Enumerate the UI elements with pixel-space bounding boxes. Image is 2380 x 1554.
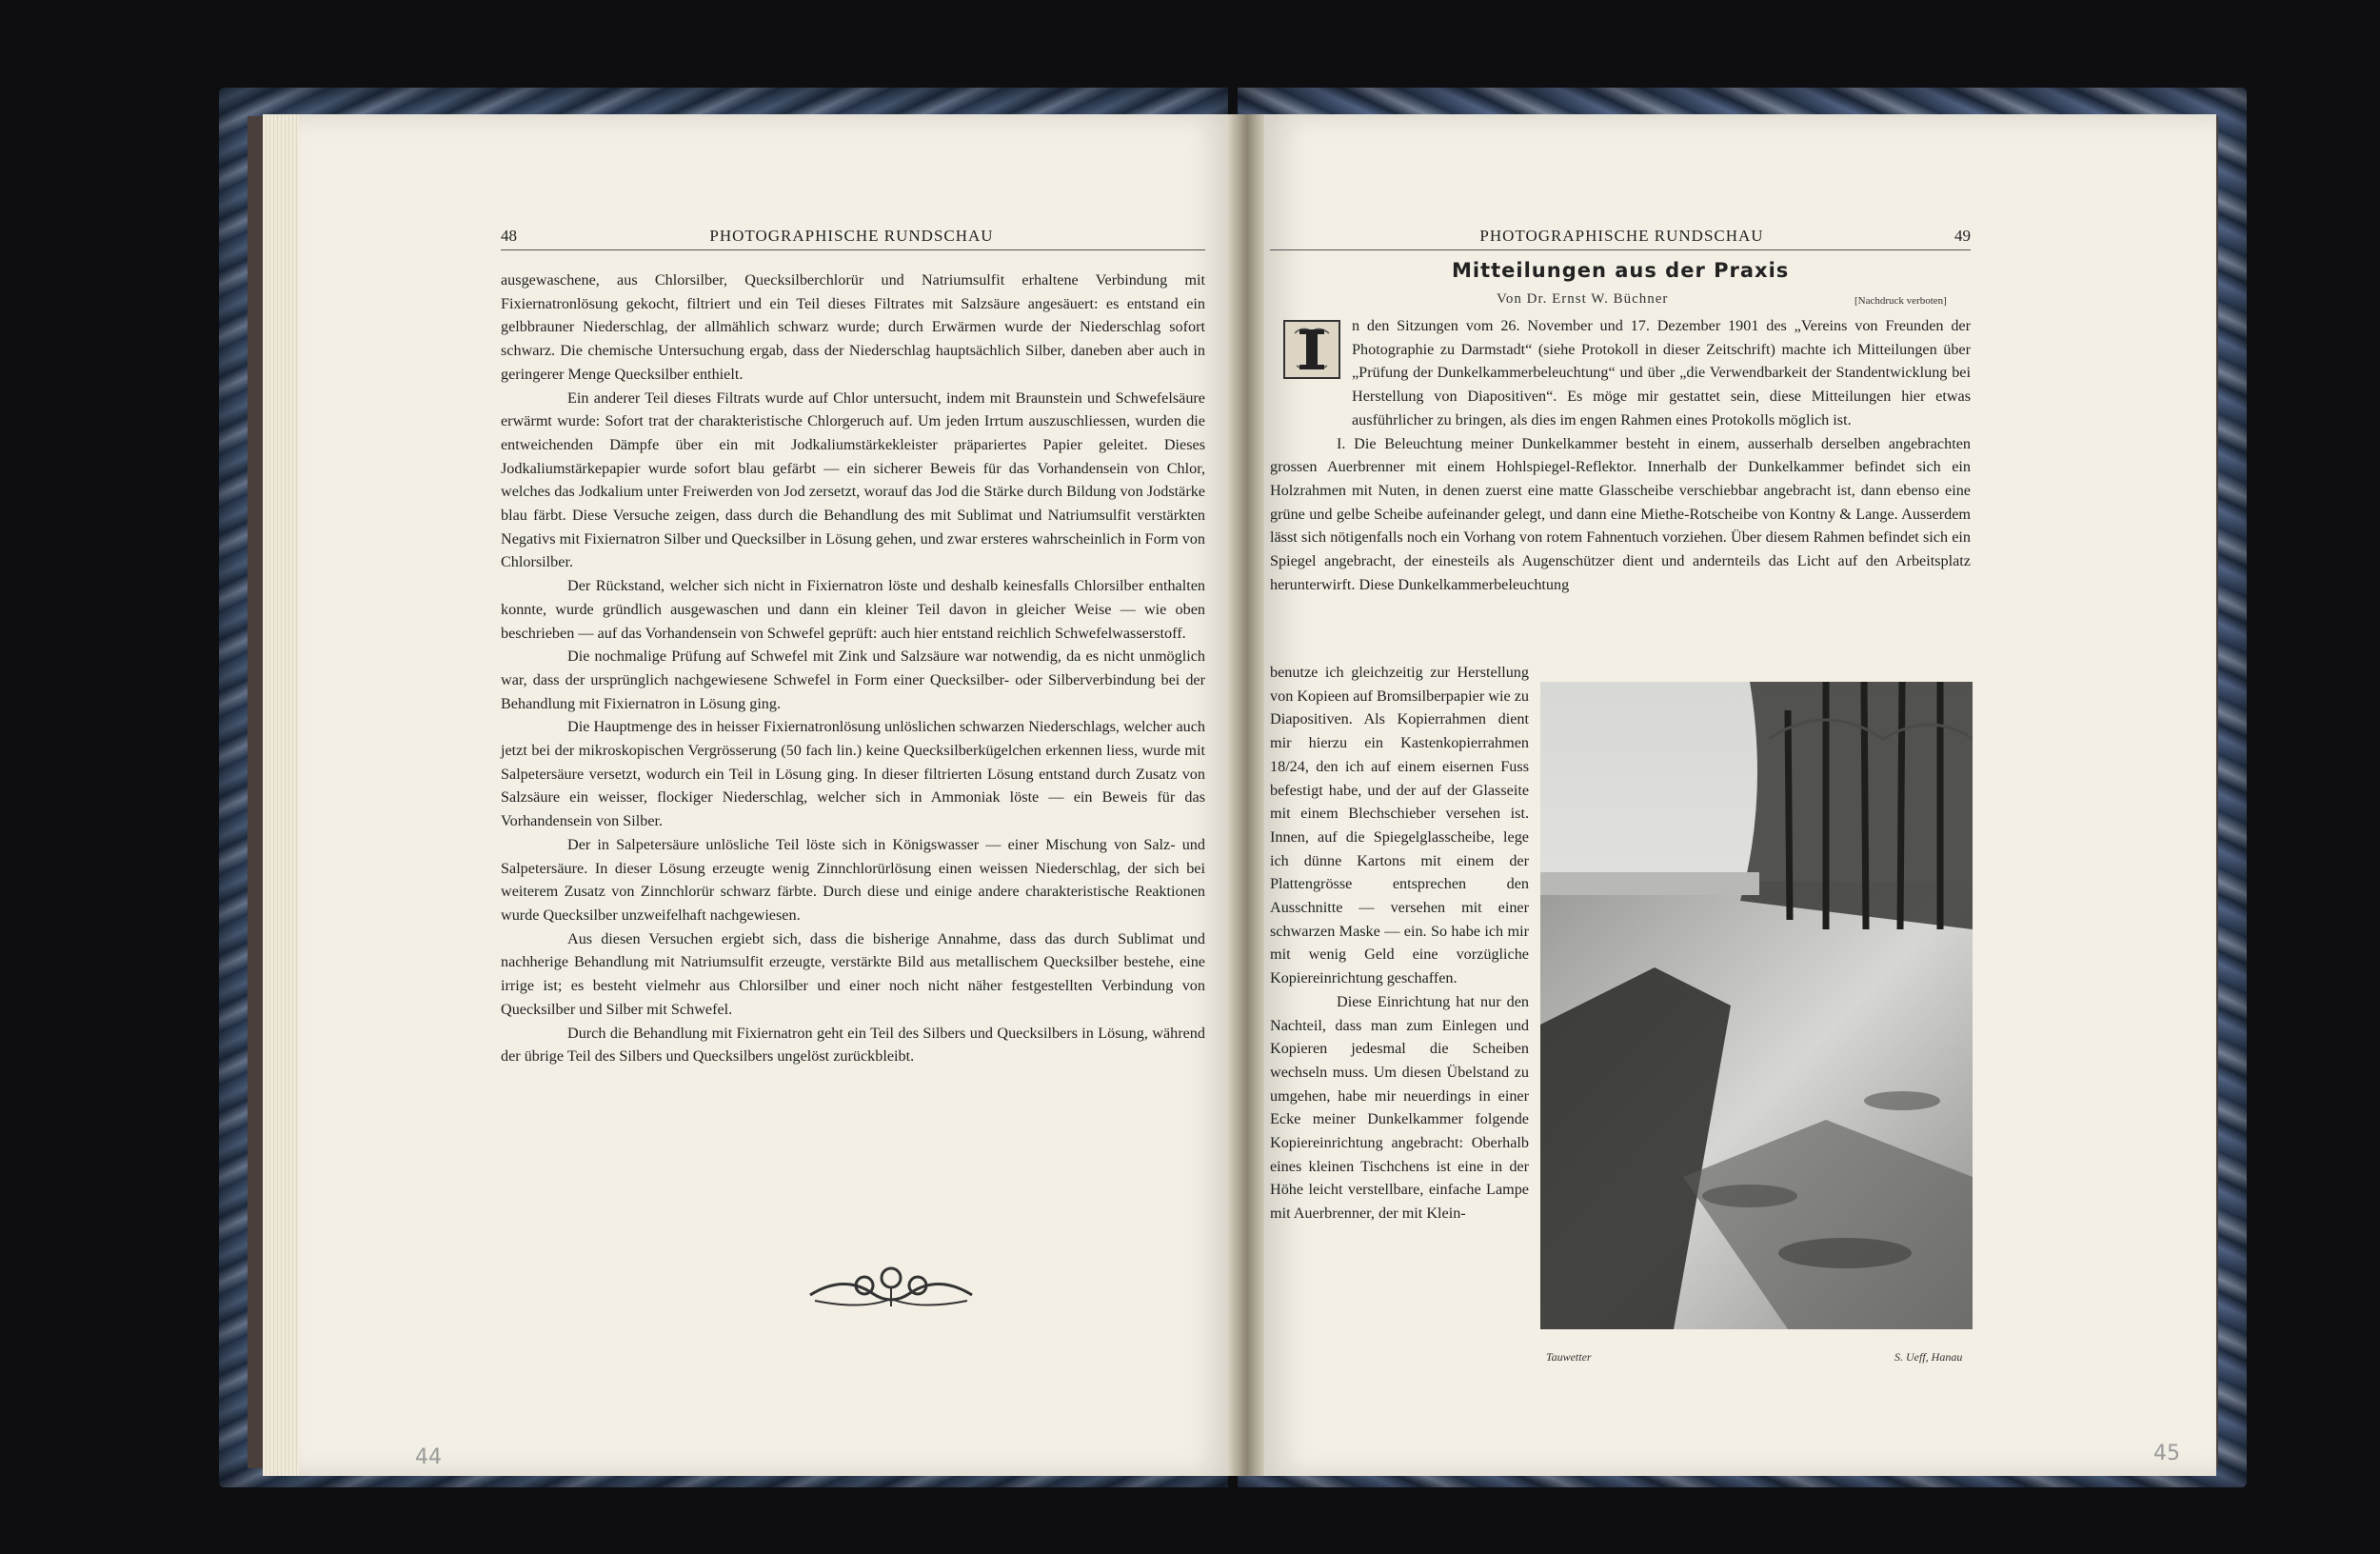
side-column-text [1270,661,1529,1225]
running-title: PHOTOGRAPHISCHE RUNDSCHAU [709,227,994,245]
paragraph: ausgewaschene, aus Chlorsilber, Quecksilberchlorür und Natriumsulfit erhaltene Verbindung mit Fixiernatronlösung gekocht, filtriert und ein Teil dieses Filtrates mit Salzsäure angesäuert: es entstand ein gelbbrauner Niederschlag, der allmählich schwarz wurde; durch Erwärmen wurde der Niederschlag sofort schwarz. Die chemische Untersuchung ergab, dass der Niederschlag hauptsächlich Silber, daneben aber auch in geringerer Menge Quecksilber enthielt. [501,271,1205,383]
paragraph: Aus diesen Versuchen ergiebt sich, dass die bisherige Annahme, dass das durch Sublimat und nachherige Behandlung mit Natriumsulfit erzeugte, verstärkte Bild aus metallischem Quecksilber bestehe, eine irrige ist; es besteht vielmehr aus Chlorsilber und einer noch nicht näher festgestellten Verbindung von Quecksilber und Silber mit Schwefel. [501,929,1205,1018]
landscape-photo [1540,682,1973,1329]
floral-ornament [805,1265,977,1314]
article-byline: Von Dr. Ernst W. Büchner [1497,291,1669,307]
paragraph: Die Hauptmenge des in heisser Fixiernatronlösung unlöslichen schwarzen Niederschlags, welcher auch jetzt bei der mikroskopischen Vergrösserung (50 fach lin.) keine Quecksilberkügelchen erkennen liess, wurde mit Salpetersäure versetzt, wodurch ein Teil in Lösung ging. In dieser filtrierten Lösung entstand durch Zusatz von Salzsäure ein weisser, flockiger Niederschlag, welcher sich in Ammoniak löste — ein Beweis für das Vorhandensein von Silber. [501,718,1205,830]
paragraph: Der in Salpetersäure unlösliche Teil löste sich in Königswasser — einer Mischung von Salz- und Salpetersäure. In dieser Lösung erzeugte wenig Zinnchlorürlösung einen weissen Niederschlag, der sich bei weiterem Zusatz von Zinnchlorür schwarz färbte. Durch diese und einige andere charakteristische Reaktionen wurde Quecksilber unzweifelhaft nachgewiesen. [501,835,1205,924]
right-page-header [1270,227,1971,250]
photo-caption-title: Tauwetter [1546,1350,1592,1364]
paragraph: Ein anderer Teil dieses Filtrats wurde auf Chlor untersucht, indem mit Braunstein und Schwefelsäure erwärmt wurde: Sofort trat der charakteristische Chlorgeruch auf. Um jeden Irrtum auszuschliessen, wurden die entweichenden Dämpfe über ein mit Jodkaliumstärkekleister präpariertes Papier geleitet. Dieses Jodkaliumstärkepapier wurde sofort blau gefärbt — ein sicherer Beweis für das Vorhandensein von Chlor, welches das Jodkalium unter Freiwerden von Jod zersetzt, worauf das Jod die Stärke durch Bildung von Jodstärke blau färbt. Diese Versuche zeigen, dass durch die Behandlung des mit Sublimat und Natriumsulfit verstärkten Negativs mit Fixiernatron Silber und Quecksilber in Lösung gehen, und zwar ersteres wahrscheinlich in Form von Chlorsilber. [501,388,1205,571]
paragraph: Die nochmalige Prüfung auf Schwefel mit Zink und Salzsäure war notwendig, da es nicht unmöglich war, dass der ursprünglich nachgewiesene Schwefel in Form einer Quecksilber- oder Silberverbindung bei der Behandlung mit Fixiernatron in Lösung ging. [501,648,1205,712]
right-page [1264,114,2216,1476]
page-stack [263,114,301,1476]
photograph-tauwetter [1540,682,1973,1329]
paragraph: benutze ich gleichzeitig zur Herstellung von Kopieen auf Bromsilberpapier wie zu Diapositiven. Als Kopierrahmen dient mir hierzu ein Kastenkopierrahmen 18/24, den ich auf einem eisernen Fuss befestigt habe, und der auf der Glasseite mit einem Blechschieber versehen ist. Innen, auf die Spiegelglasscheibe, lege ich dünne Kartons mit einem der Plattengrösse entsprechen den Ausschnitte — versehen mit einer schwarzen Maske — ein. So habe ich mir mit wenig Geld eine vorzügliche Kopiereinrichtung geschaffen. [1270,664,1529,987]
paragraph: Der Rückstand, welcher sich nicht in Fixiernatron löste und deshalb keinesfalls Chlorsilber enthalten konnte, wurde gründlich ausgewaschen und dann ein kleiner Teil davon in gleicher Weise — wie oben beschrieben — auf das Vorhandensein von Schwefel geprüft: auch hier entstand reichlich Schwefelwasserstoff. [501,577,1205,642]
open-book [219,88,2247,1487]
left-page-header [501,227,1205,250]
page-number: 49 [1954,227,1971,245]
page-number: 48 [501,227,517,245]
paragraph: Diese Einrichtung hat nur den Nachteil, dass man zum Einlegen und Kopieren jedesmal die Scheiben wechseln muss. Um diesen Übelstand zu umgehen, habe mir neuerdings in einer Ecke meiner Dunkelkammer folgende Kopiereinrichtung angebracht: Oberhalb eines kleinen Tischchens ist eine in der Höhe leicht verstellbare, einfache Lampe mit Auerbrenner, der mit Klein- [1270,992,1529,1223]
left-page [299,114,1232,1476]
pencil-folio-mark: 45 [2153,1442,2180,1465]
intro-paragraph: n den Sitzungen vom 26. November und 17. Dezember 1901 des „Vereins von Freunden der Photographie zu Darmstadt“ (siehe Protokoll in dieser Zeitschrift) machte ich Mitteilungen über „Prüfung der Dunkelkammerbeleuchtung“ und über „die Verwendbarkeit der Standentwicklung bei Herstellung von Diapositiven“. Es möge mir gestattet sein, diese Mitteilungen hier etwas ausführlicher zu bringen, als dies im engen Rahmen eines Protokolls möglich ist. [1352,317,1971,428]
left-page-body [501,269,1205,1068]
paragraph: Durch die Behandlung mit Fixiernatron geht ein Teil des Silbers und Quecksilbers in Lösung, während der übrige Teil des Silbers und Quecksilbers ungelöst zurückbleibt. [501,1024,1205,1066]
book-gutter [1228,114,1266,1476]
photo-caption-credit: S. Ueff, Hanau [1894,1350,1963,1364]
reprint-notice: [Nachdruck verboten] [1854,295,1947,307]
pencil-folio-mark: 44 [415,1445,442,1469]
running-title: PHOTOGRAPHISCHE RUNDSCHAU [1479,227,1764,245]
paragraph: I. Die Beleuchtung meiner Dunkelkammer besteht in einem, ausserhalb derselben angebrachten grossen Auerbrenner mit einem Hohlspiegel-Reflektor. Innerhalb der Dunkelkammer befindet sich ein Holzrahmen mit Nuten, in denen zuerst eine matte Glasscheibe verschiebbar angebracht ist, dann ebenso eine grüne und gelbe Scheibe aufeinander gelegt, und dann eine Miethe-Rotscheibe von Kontny & Lange. Ausserdem lässt sich nötigenfalls noch ein Vorhang von rotem Fahnentuch vorziehen. Über diesem Rahmen befindet sich ein Spiegel angebracht, der einesteils als Augenschützer dient und andernteils das Licht auf den Arbeitsplatz herunterwirft. Diese Dunkelkammerbeleuchtung [1270,434,1971,593]
article-title: Mitteilungen aus der Praxis [1452,259,1790,282]
right-page-body [1270,314,1971,596]
